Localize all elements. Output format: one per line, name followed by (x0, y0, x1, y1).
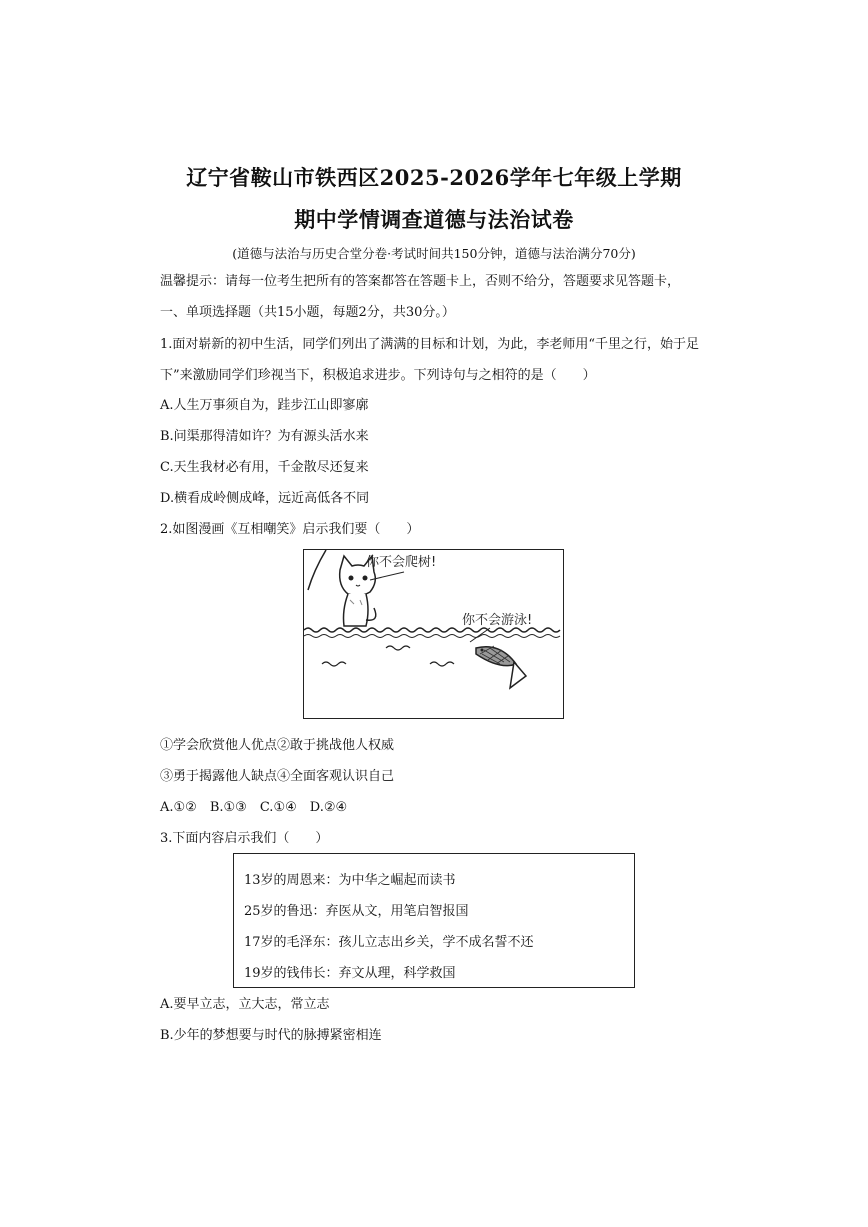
q1-option-d: D.横看成岭侧成峰，远近高低各不同 (160, 491, 370, 506)
section-heading: 一、单项选择题（共15小题，每题2分，共30分。） (160, 305, 455, 320)
q2-statement-2: ③勇于揭露他人缺点④全面客观认识自己 (160, 769, 395, 784)
q3-box-line-2: 25岁的鲁迅：弃医从文，用笔启智报国 (244, 904, 469, 919)
q3-option-a: A.要早立志，立大志，常立志 (160, 997, 330, 1012)
exam-title-line1: 辽宁省鞍山市铁西区2025-2026学年七年级上学期 (186, 165, 682, 190)
q2-statement-1: ①学会欣赏他人优点②敢于挑战他人权威 (160, 738, 395, 753)
q3-option-b: B.少年的梦想要与时代的脉搏紧密相连 (160, 1028, 382, 1043)
q1-option-a: A.人生万事须自为，跬步江山即寥廓 (160, 398, 369, 413)
q3-stem: 3.下面内容启示我们（ ） (160, 831, 329, 846)
notice-text: 温馨提示：请每一位考生把所有的答案都答在答题卡上，否则不给分，答题要求见答题卡， (160, 274, 681, 289)
exam-title-line2: 期中学情调查道德与法治试卷 (294, 207, 574, 232)
q3-quote-box (233, 853, 635, 988)
q3-box-line-3: 17岁的毛泽东：孩儿立志出乡关，学不成名誓不还 (244, 935, 534, 950)
q1-stem: 1.面对崭新的初中生活，同学们列出了满满的目标和计划，为此，李老师用“千里之行，始于足下”来激励同学们珍视当下，积极追求进步。下列诗句与之相符的是（ ） (160, 337, 700, 383)
exam-subtitle: (道德与法治与历史合堂分卷·考试时间共150分钟，道德与法治满分70分) (232, 246, 636, 261)
q2-options: A.①② B.①③ C.①④ D.②④ (160, 800, 348, 815)
comic-image (303, 549, 564, 719)
fish-speech: 你不会游泳! (462, 613, 533, 628)
q2-stem: 2.如图漫画《互相嘲笑》启示我们要（ ） (160, 522, 420, 537)
cat-speech: 你不会爬树! (366, 555, 437, 570)
q1-option-c: C.天生我材必有用，千金散尽还复来 (160, 460, 369, 475)
q3-box-line-1: 13岁的周恩来：为中华之崛起而读书 (244, 873, 456, 888)
q1-option-b: B.问渠那得清如许？为有源头活水来 (160, 429, 369, 444)
q3-box-line-4: 19岁的钱伟长：弃文从理，科学救国 (244, 966, 456, 981)
